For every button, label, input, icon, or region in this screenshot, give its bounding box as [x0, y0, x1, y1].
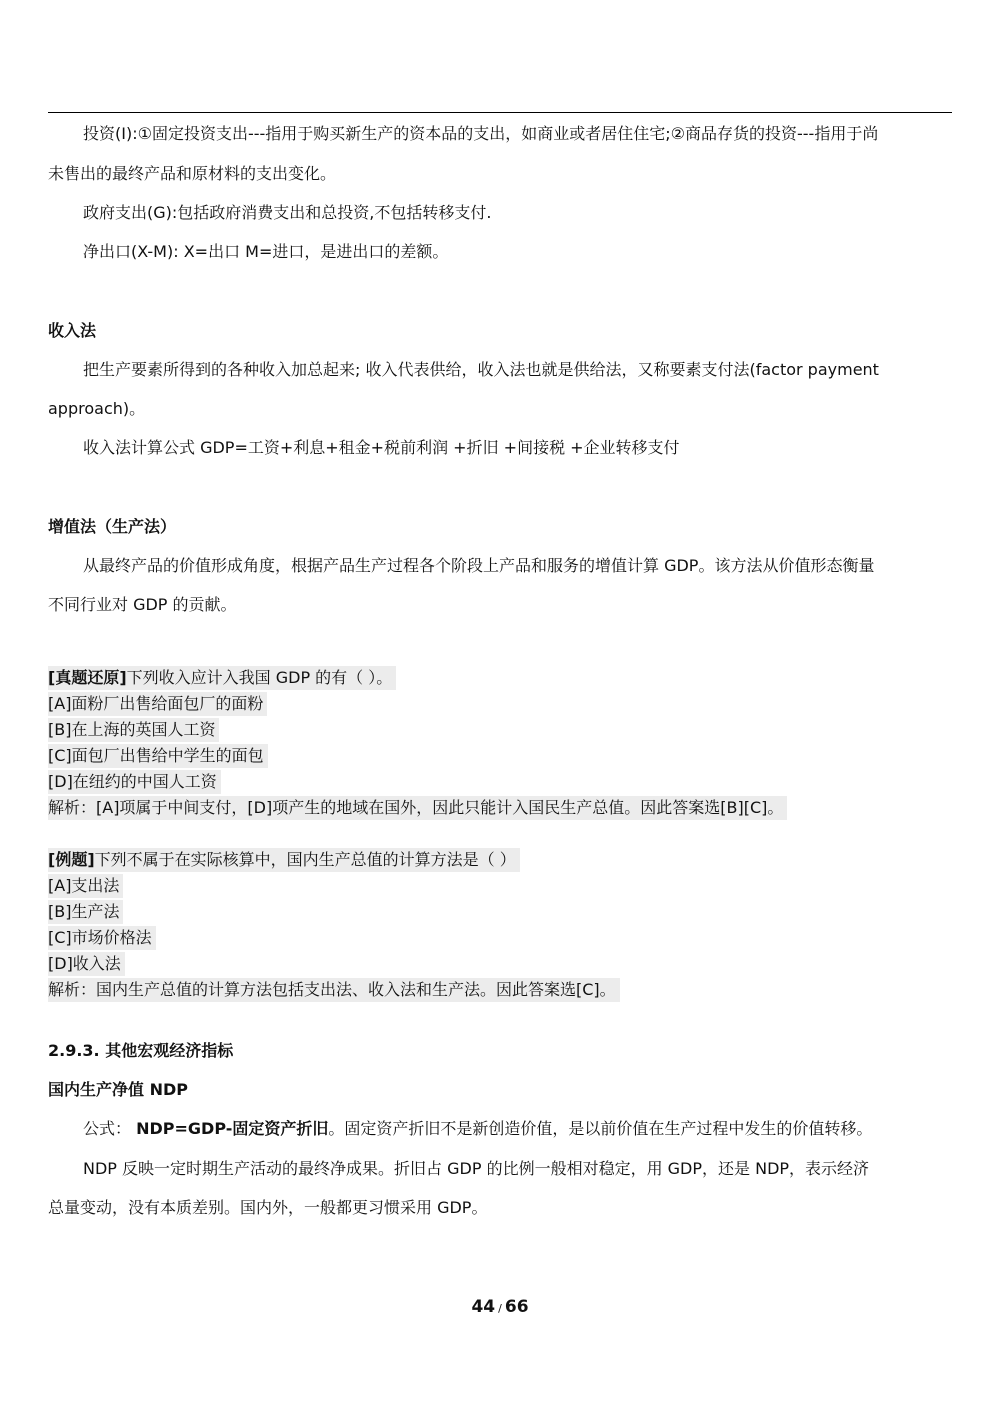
page-separator: /	[498, 1302, 502, 1315]
ndp-line-1: NDP 反映一定时期生产活动的最终净成果。折旧占 GDP 的比例一般相对稳定，用 GDP，还是 NDP，表示经济	[83, 1159, 870, 1178]
page-number	[0, 1297, 1000, 1317]
ndp-formula-label: 公式：	[83, 1119, 132, 1138]
ndp-formula-line	[83, 1118, 952, 1140]
investment-line-1: 投资(I):①固定投资支出---指用于购买新生产的资本品的支出，如商业或者居住住宅;②商品存货的投资---指用于尚	[83, 124, 879, 143]
question-1-option-a: [A]面粉厂出售给面包厂的面粉	[48, 692, 952, 716]
income-method-heading: 收入法	[48, 321, 97, 340]
question-2-tag: [例题]	[48, 850, 95, 869]
question-2-option-b: [B]生产法	[48, 900, 952, 924]
current-page: 44	[471, 1297, 496, 1317]
total-pages: 66	[504, 1297, 529, 1317]
question-1-stem	[48, 666, 952, 690]
income-method-line-1: 把生产要素所得到的各种收入加总起来; 收入代表供给，收入法也就是供给法，又称要素支付法(factor payment	[83, 360, 879, 379]
question-2-stem	[48, 848, 952, 872]
income-method-line-2: approach)。	[48, 399, 146, 418]
header-rule	[48, 112, 952, 113]
question-1-text: 下列收入应计入我国 GDP 的有（ ）。	[126, 668, 393, 687]
question-1-option-d: [D]在纽约的中国人工资	[48, 770, 952, 794]
government-spending-line: 政府支出(G):包括政府消费支出和总投资,不包括转移支付.	[83, 203, 492, 222]
question-2-answer: 解析：国内生产总值的计算方法包括支出法、收入法和生产法。因此答案选[C]。	[48, 978, 952, 1002]
value-added-heading: 增值法（生产法）	[48, 517, 177, 536]
question-1-answer: 解析：[A]项属于中间支付，[D]项产生的地域在国外，因此只能计入国民生产总值。因此答案选[B][C]。	[48, 796, 952, 820]
question-2-text: 下列不属于在实际核算中，国内生产总值的计算方法是（ ）	[94, 850, 516, 869]
question-2-option-c: [C]市场价格法	[48, 926, 952, 950]
value-added-line-1: 从最终产品的价值形成角度，根据产品生产过程各个阶段上产品和服务的增值计算 GDP。该方法从价值形态衡量	[83, 556, 875, 575]
question-2-option-d: [D]收入法	[48, 952, 952, 976]
section-heading: 2.9.3. 其他宏观经济指标	[48, 1041, 234, 1060]
question-1-tag: [真题还原]	[48, 668, 127, 687]
value-added-line-2: 不同行业对 GDP 的贡献。	[48, 595, 237, 614]
net-exports-line: 净出口(X-M): X=出口 M=进口，是进出口的差额。	[83, 242, 449, 261]
income-method-formula: 收入法计算公式 GDP=工资+利息+租金+税前利润 +折旧 +间接税 +企业转移支付	[83, 438, 680, 457]
ndp-formula-explanation: 。固定资产折旧不是新创造价值，是以前价值在生产过程中发生的价值转移。	[328, 1119, 873, 1138]
question-1-option-c: [C]面包厂出售给中学生的面包	[48, 744, 952, 768]
question-1-option-b: [B]在上海的英国人工资	[48, 718, 952, 742]
ndp-line-2: 总量变动，没有本质差别。国内外，一般都更习惯采用 GDP。	[48, 1198, 488, 1217]
question-2-option-a: [A]支出法	[48, 874, 952, 898]
ndp-formula: NDP=GDP-固定资产折旧	[136, 1119, 329, 1138]
ndp-heading: 国内生产净值 NDP	[48, 1080, 188, 1099]
investment-line-2: 未售出的最终产品和原材料的支出变化。	[48, 164, 337, 183]
